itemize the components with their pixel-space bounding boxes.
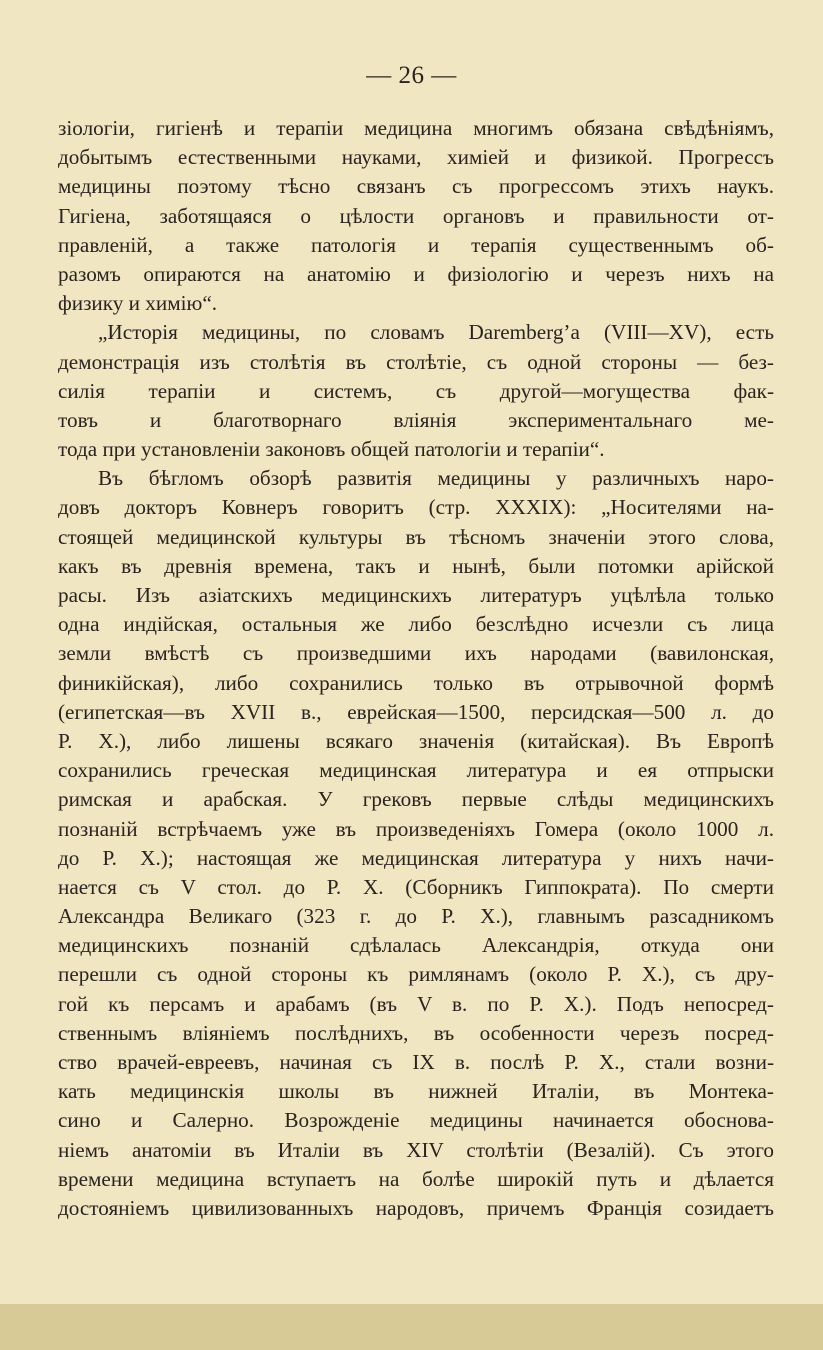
text-line: расы. Изъ азіатскихъ медицинскихъ литературъ уцѣлѣла только xyxy=(58,583,774,607)
text-line: ство врачей-евреевъ, начиная съ IX в. послѣ Р. Х., стали возни- xyxy=(58,1050,774,1074)
text-line: времени медицина вступаетъ на болѣе широкій путь и дѣлается xyxy=(58,1166,774,1191)
text-line: тода при установленіи законовъ общей патологіи и терапіи“. xyxy=(58,437,605,462)
page-bottom-shadow xyxy=(0,1304,823,1350)
text-line: медицины поэтому тѣсно связанъ съ прогрессомъ этихъ наукъ. xyxy=(58,174,774,199)
text-line: Гигiена, заботящаяся о цѣлости органовъ и правильности от- xyxy=(58,203,774,228)
text-line: гой къ персамъ и арабамъ (въ V в. по Р. Х.). Подъ непосред- xyxy=(58,991,774,1016)
text-line: одна индійская, остальныя же либо безслѣдно исчезли съ лица xyxy=(58,612,774,637)
text-line: до Р. Х.); настоящая же медицинская литература у нихъ начи- xyxy=(58,845,774,870)
text-line: медицинскихъ познаній сдѣлалась Александрія, откуда они xyxy=(58,933,774,958)
text-line: нается съ V стол. до Р. Х. (Сборникъ Гиппократа). По смерти xyxy=(58,874,774,899)
text-line: сохранились греческая медицинская литература и ея отпрыски xyxy=(58,758,774,783)
text-line: сино и Салерно. Возрожденіе медицины начинается обоснова- xyxy=(58,1108,774,1133)
text-line: познаній встрѣчаемъ уже въ произведеніяхъ Гомера (около 1000 л. xyxy=(58,816,774,841)
text-line: Въ бѣгломъ обзорѣ развитія медицины у различныхъ наро- xyxy=(98,466,774,491)
text-line: финикійская), либо сохранились только въ отрывочной формѣ xyxy=(58,670,774,695)
text-line: достояніемъ цивилизованныхъ народовъ, причемъ Франція созидаетъ xyxy=(58,1195,774,1220)
text-line: разомъ опираются на анатомію и физіологію и черезъ нихъ на xyxy=(58,261,774,286)
text-line: какъ въ древнія времена, такъ и нынѣ, были потомки арійской xyxy=(58,553,774,578)
text-line: Р. Х.), либо лишены всякаго значенія (китайская). Въ Европѣ xyxy=(58,728,774,753)
text-line: товъ и благотворнаго вліянія экспериментальнаго ме- xyxy=(58,407,774,432)
text-line: физику и химію“. xyxy=(58,291,218,316)
text-line: правленій, а также патологія и терапія существеннымъ об- xyxy=(58,232,774,257)
text-line: (египетская—въ XVII в., еврейская—1500, персидская—500 л. до xyxy=(58,699,774,724)
text-line: кать медицинскія школы въ нижней Италіи, въ Монтека- xyxy=(58,1079,774,1104)
text-line: демонстрація изъ столѣтія въ столѣтіе, съ одной стороны — без- xyxy=(58,349,774,374)
text-line: зіологіи, гигіенѣ и терапіи медицина многимъ обязана свѣдѣніямъ, xyxy=(58,116,774,140)
text-line: силія терапіи и системъ, съ другой—могущества фак- xyxy=(58,378,774,403)
text-line: стоящей медицинской культуры въ тѣсномъ значеніи этого слова, xyxy=(58,524,774,549)
text-line: довъ докторъ Ковнеръ говоритъ (стр. XXXIX): „Носителями на- xyxy=(58,495,774,520)
text-line: ственнымъ вліяніемъ послѣднихъ, въ особенности черезъ посред- xyxy=(58,1020,774,1045)
text-line: Александра Великаго (323 г. до Р. Х.), главнымъ разсадникомъ xyxy=(58,904,774,929)
text-line: добытымъ естественными науками, химіей и физикой. Прогрессъ xyxy=(58,145,774,170)
text-line: ніемъ анатоміи въ Италіи въ XIV столѣтіи (Везалій). Съ этого xyxy=(58,1137,774,1162)
text-line: „Исторія медицины, по словамъ Daremberg’a (VIII—XV), есть xyxy=(98,320,774,345)
page-number: — 26 — xyxy=(366,62,457,89)
body-text xyxy=(58,114,774,1223)
text-line: римская и арабская. У грековъ первые слѣды медицинскихъ xyxy=(58,787,774,812)
text-line: земли вмѣстѣ съ произведшими ихъ народами (вавилонская, xyxy=(58,641,774,666)
text-line: перешли съ одной стороны къ римлянамъ (около Р. Х.), съ дру- xyxy=(58,962,774,987)
